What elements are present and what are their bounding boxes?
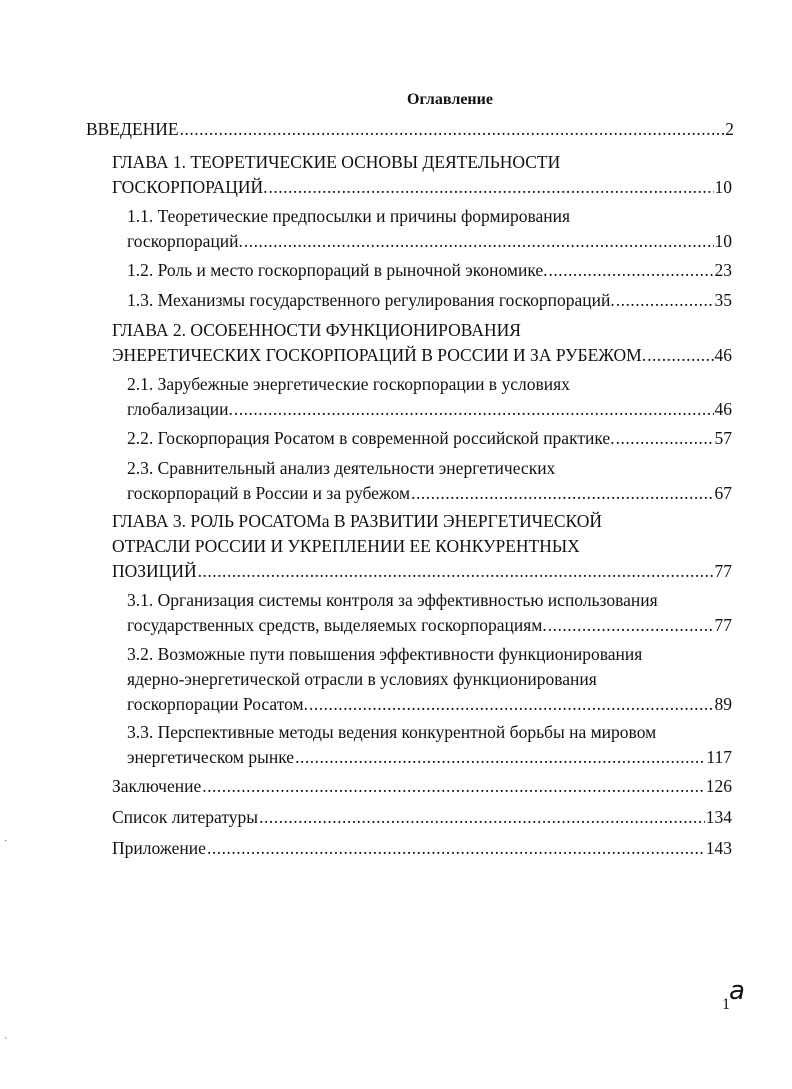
toc-leader-dots	[207, 836, 705, 861]
toc-entry-label: 1.1. Теоретические предпосылки и причины формирования	[127, 206, 571, 226]
toc-leader-dots	[244, 229, 714, 254]
toc-entry-label: Заключение	[112, 776, 202, 796]
toc-leader-dots	[411, 481, 713, 506]
toc-entry-chapter-3[interactable]	[112, 509, 732, 584]
toc-page-number: 10	[714, 177, 732, 197]
toc-entry-label: 2.3. Сравнительный анализ деятельности энергетических	[127, 458, 556, 478]
toc-entry-label: ГЛАВА 1. ТЕОРЕТИЧЕСКИЕ ОСНОВЫ ДЕЯТЕЛЬНОСТИ	[112, 152, 561, 172]
page-title: Оглавление	[407, 91, 493, 108]
handwritten-mark: a	[729, 976, 745, 1006]
toc-entry-label: госкорпорации Росатом.	[127, 694, 308, 714]
toc-entry-label: глобализации.	[127, 399, 233, 419]
toc-page-number: 57	[714, 428, 732, 448]
toc-entry-intro[interactable]	[86, 117, 734, 142]
toc-entry-label: Список литературы	[112, 807, 259, 827]
toc-page-number: 2	[725, 119, 734, 139]
toc-entry-section-3-1[interactable]	[127, 588, 732, 638]
toc-page-number: 46	[714, 399, 732, 419]
toc-entry-conclusion[interactable]	[112, 774, 732, 799]
toc-entry-label: 3.2. Возможные пути повышения эффективности функционирования	[127, 644, 643, 664]
toc-page-number: 77	[714, 615, 732, 635]
toc-entry-label: ЭНЕРЕТИЧЕСКИХ ГОСКОРПОРАЦИЙ В РОССИИ И ЗА РУБЕЖОМ.	[112, 345, 647, 365]
toc-entry-label: ПОЗИЦИЙ	[112, 561, 197, 581]
toc-leader-dots	[548, 613, 714, 638]
toc-entry-section-3-3[interactable]	[127, 720, 732, 770]
toc-leader-dots	[202, 774, 705, 799]
toc-entry-chapter-1[interactable]	[112, 150, 732, 200]
toc-leader-dots	[616, 426, 714, 451]
toc-leader-dots	[234, 397, 714, 422]
toc-page-number: 77	[714, 561, 732, 581]
toc-entry-label: 1.3. Механизмы государственного регулирования госкорпораций.	[127, 290, 615, 310]
toc-entry-section-2-1[interactable]	[127, 372, 732, 422]
toc-entry-label: ГЛАВА 3. РОЛЬ РОСАТОМа В РАЗВИТИИ ЭНЕРГЕТИЧЕСКОЙ	[112, 511, 603, 531]
toc-entry-label: ГЛАВА 2. ОСОБЕННОСТИ ФУНКЦИОНИРОВАНИЯ	[112, 320, 521, 340]
toc-page-number: 35	[714, 290, 732, 310]
scan-speck: `	[4, 1037, 8, 1048]
toc-leader-dots	[549, 258, 714, 283]
page-number: 1	[722, 996, 730, 1013]
toc-entry-label: 3.3. Перспективные методы ведения конкурентной борьбы на мировом	[127, 722, 657, 742]
scan-speck: ·	[4, 836, 8, 847]
toc-entry-label: Приложение	[112, 838, 206, 858]
toc-entry-section-1-3[interactable]	[127, 288, 732, 313]
toc-leader-dots	[647, 343, 713, 368]
toc-leader-dots	[180, 117, 725, 142]
toc-page-number: 10	[714, 231, 732, 251]
toc-entry-label: 2.1. Зарубежные энергетические госкорпорации в условиях	[127, 374, 570, 394]
toc-entry-appendix[interactable]	[112, 836, 732, 861]
toc-entry-section-3-2[interactable]	[127, 642, 732, 717]
toc-leader-dots	[309, 692, 714, 717]
toc-entry-label: энергетическом рынке	[127, 747, 295, 767]
toc-entry-label: государственных средств, выделяемых госкорпорациям.	[127, 615, 547, 635]
toc-page-number: 67	[714, 483, 732, 503]
toc-entry-label: госкорпораций.	[127, 231, 243, 251]
toc-entry-chapter-2[interactable]	[112, 318, 732, 368]
toc-page-number: 134	[705, 807, 732, 827]
toc-entry-label: ОТРАСЛИ РОССИИ И УКРЕПЛЕНИИ ЕЕ КОНКУРЕНТНЫХ	[112, 536, 580, 556]
toc-entry-label: 1.2. Роль и место госкорпораций в рыночной экономике.	[127, 260, 548, 280]
toc-leader-dots	[198, 559, 714, 584]
toc-entry-section-2-3[interactable]	[127, 456, 732, 506]
toc-page-number: 23	[714, 260, 732, 280]
toc-entry-label: ядерно-энергетической отрасли в условиях функционирования	[127, 669, 597, 689]
toc-entry-label: 3.1. Организация системы контроля за эффективностью использования	[127, 590, 658, 610]
toc-page-number: 117	[706, 747, 732, 767]
page-number-mark	[722, 976, 746, 1016]
toc-page-number: 89	[714, 694, 732, 714]
toc-entry-section-2-2[interactable]	[127, 426, 732, 451]
toc-entry-label: 2.2. Госкорпорация Росатом в современной российской практике.	[127, 428, 615, 448]
toc-entry-references[interactable]	[112, 805, 732, 830]
toc-entry-section-1-2[interactable]	[127, 258, 732, 283]
toc-page-number: 143	[705, 838, 732, 858]
toc-entry-label: госкорпораций в России и за рубежом	[127, 483, 411, 503]
toc-leader-dots	[616, 288, 714, 313]
toc-page-number: 126	[705, 776, 732, 796]
toc-entry-label: ВВЕДЕНИЕ	[86, 119, 179, 139]
toc-entry-label: ГОСКОРПОРАЦИЙ.	[112, 177, 268, 197]
toc-leader-dots	[295, 745, 705, 770]
toc-page-number: 46	[714, 345, 732, 365]
toc-leader-dots	[259, 805, 705, 830]
toc-entry-section-1-1[interactable]	[127, 204, 732, 254]
toc-leader-dots	[269, 175, 714, 200]
